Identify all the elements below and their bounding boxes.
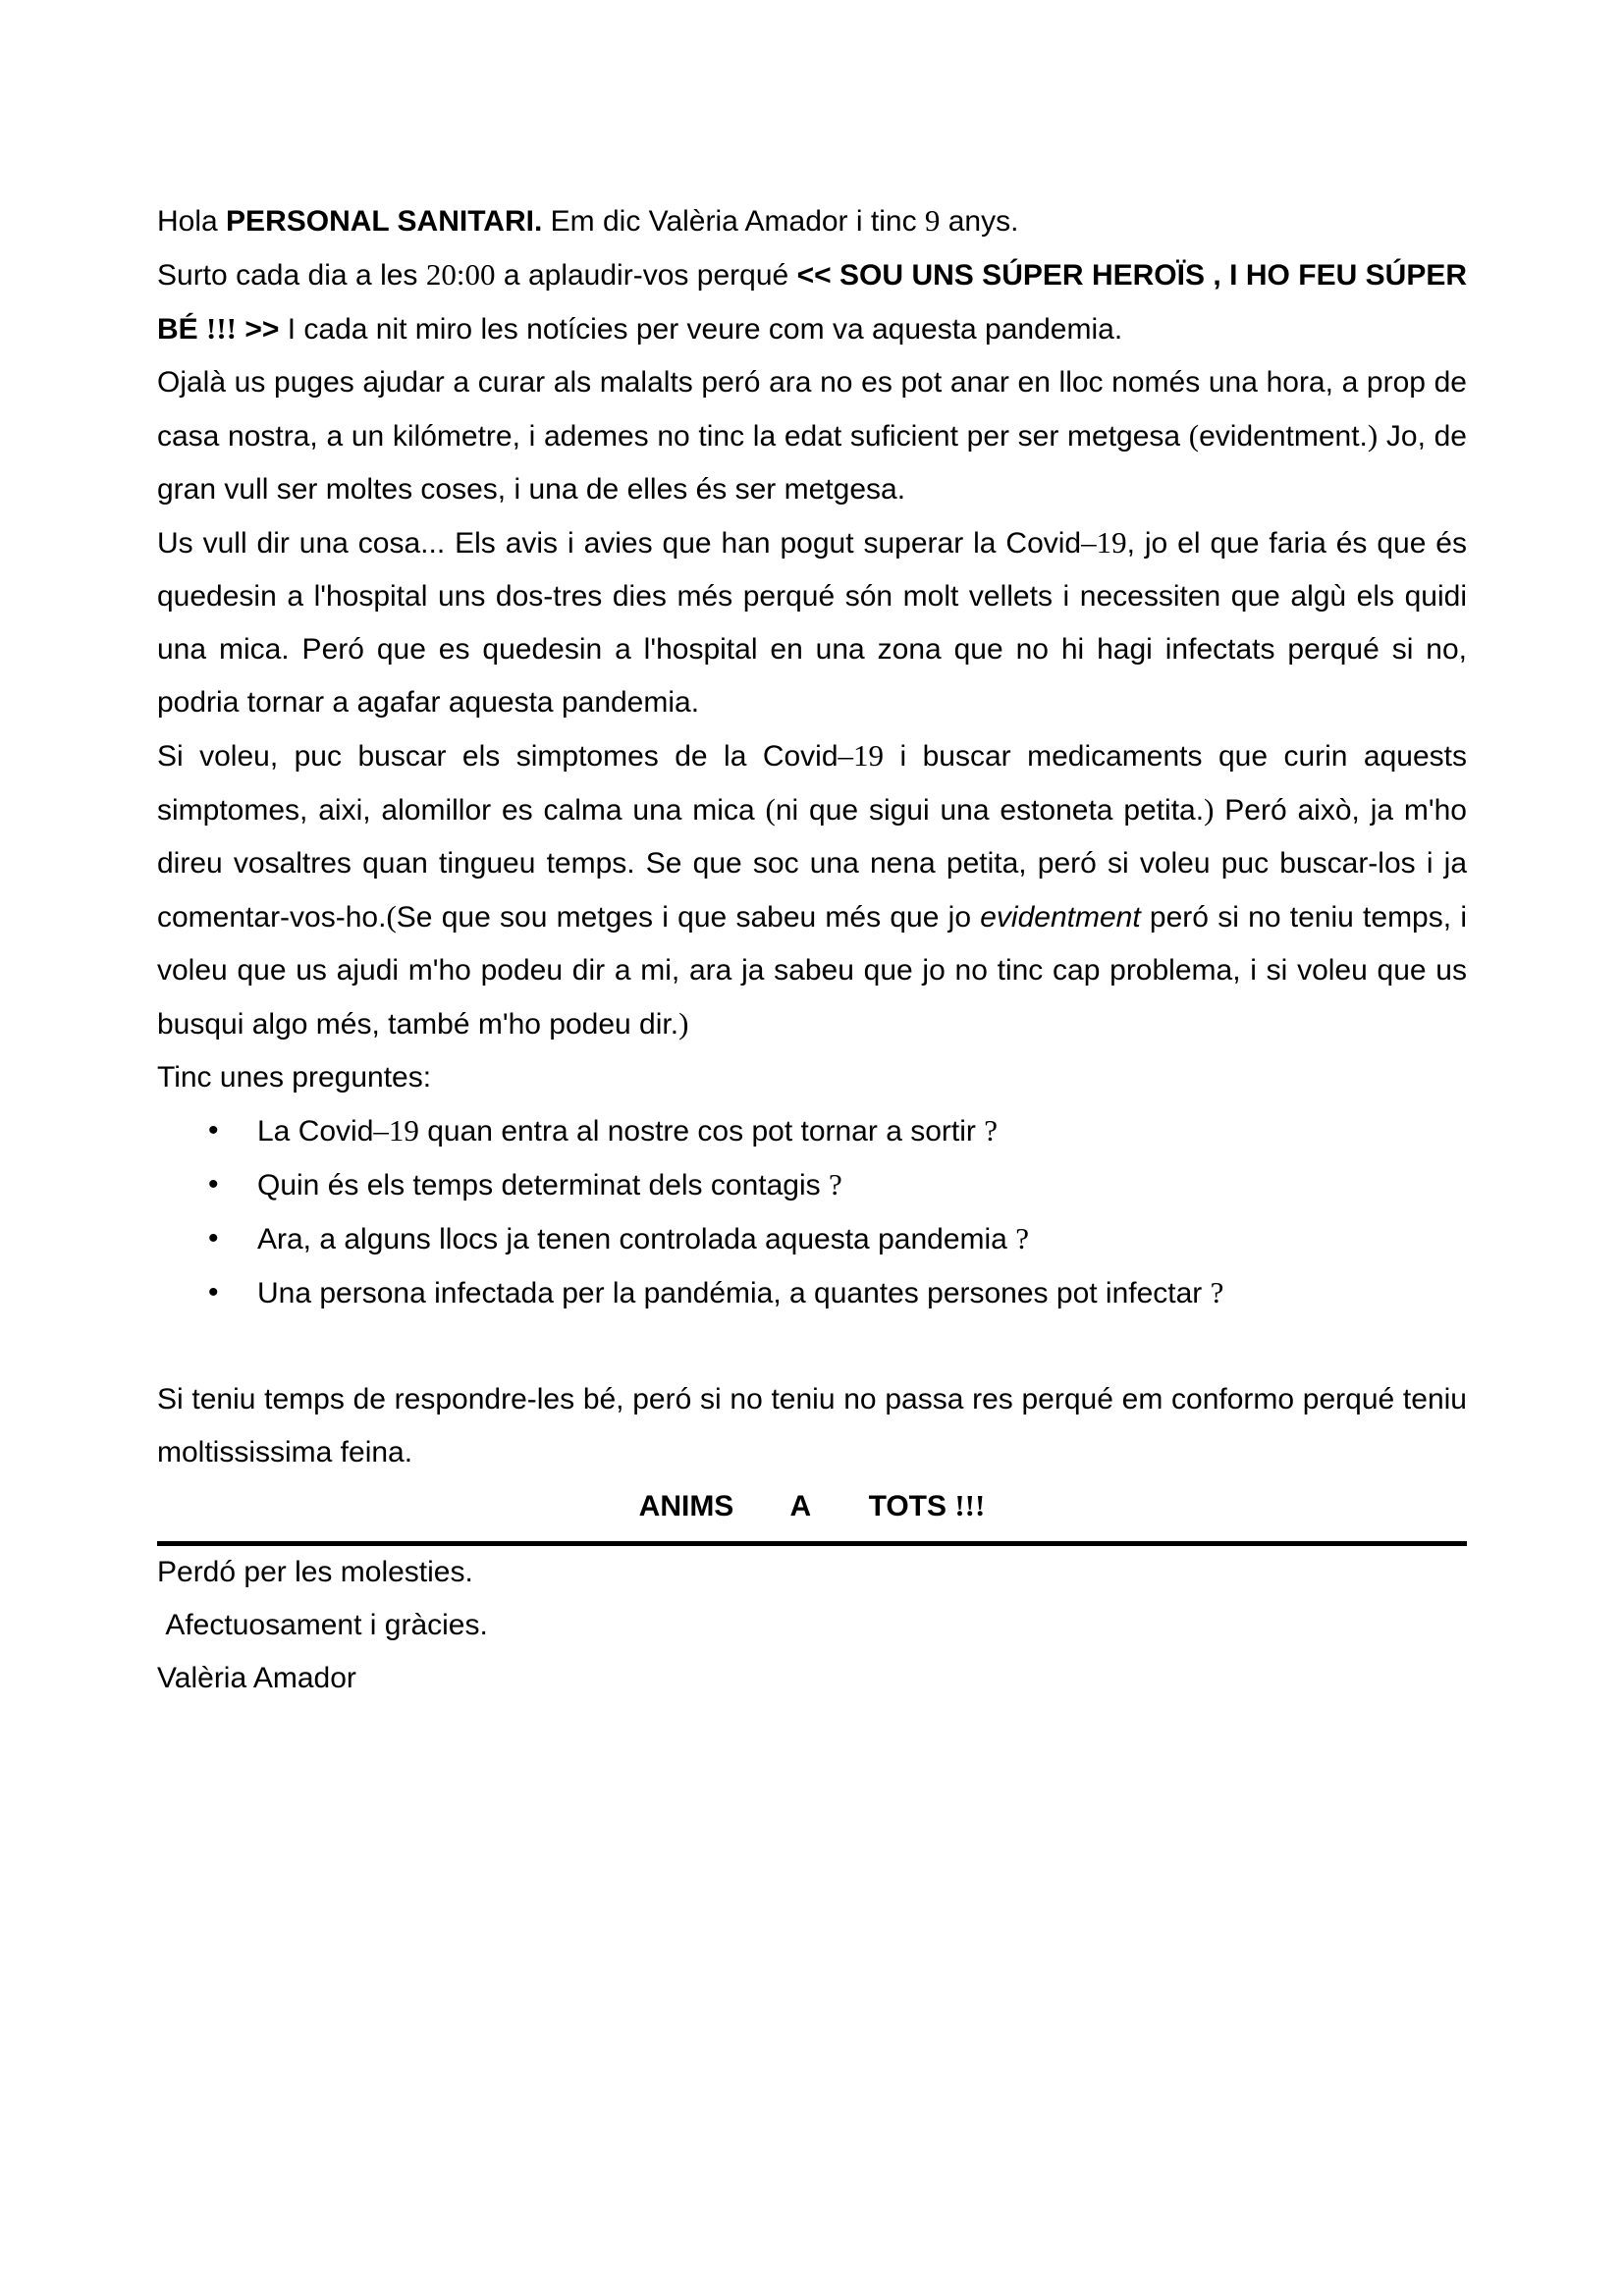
intro (157, 248, 1467, 356)
text-run: a aplaudir-vos perqué (495, 259, 797, 292)
text-run: !!! (206, 311, 237, 346)
text-run: ? (1015, 1221, 1029, 1255)
advice (157, 516, 1467, 729)
text-run: –19 (838, 738, 885, 773)
text-run: La Covid (257, 1115, 374, 1148)
apology (157, 1546, 1467, 1599)
closing-heading (157, 1479, 1467, 1546)
questions-intro (157, 1051, 1467, 1104)
question-item (257, 1212, 1467, 1266)
text-run: evidentment. (1199, 420, 1368, 453)
text-run: ? (828, 1167, 842, 1201)
text-run: PERSONAL SANITARI. (226, 205, 543, 238)
greeting (157, 194, 1467, 248)
text-run: Perdó per les molesties. (157, 1556, 473, 1588)
text-run: Peró això, ja m'ho direu vosaltres quan tingueu temps. Se que soc una nena petita, peró si voleu puc buscar-los i ja comentar-vos-ho. (157, 794, 1467, 934)
farewell (157, 1599, 1467, 1652)
text-run: Se que sou metges i que sabeu més que jo (396, 901, 981, 934)
text-run: –19 (1081, 525, 1127, 560)
text-run: I cada nit miro les notícies per veure com va aquesta pandemia. (279, 313, 1123, 346)
wish (157, 356, 1467, 516)
text-run: ( (765, 792, 776, 827)
text-run: Hola (157, 205, 227, 238)
signature (157, 1652, 1467, 1705)
text-run: –19 (373, 1113, 419, 1148)
text-run: Quin és els temps determinat dels contagis (257, 1169, 829, 1201)
text-run: ) (678, 1006, 689, 1041)
question-item (257, 1266, 1467, 1320)
text-run: Una persona infectada per la pandémia, a quantes persones pot infectar (257, 1277, 1211, 1309)
questions-list (157, 1104, 1467, 1320)
text-run: Si teniu temps de respondre-les bé, peró si no teniu no passa res perqué em conformo perqué teniu moltississima feina. (157, 1383, 1467, 1468)
text-run: ? (984, 1113, 998, 1148)
text-run: Si voleu, puc buscar els simptomes de la Covid (157, 740, 839, 773)
text-run: Em dic Valèria Amador i tinc (542, 205, 925, 238)
text-run: ) (1367, 418, 1379, 453)
text-run: ) (1204, 792, 1215, 827)
text-run: Surto cada dia a les (157, 259, 426, 292)
text-run: !!! (954, 1488, 986, 1522)
offer (157, 729, 1467, 1051)
text-run: Tinc unes preguntes: (157, 1061, 432, 1094)
text-run: Afectuosament i gràcies. (157, 1609, 488, 1641)
text-run: ( (386, 899, 397, 934)
text-run: i buscar medicaments que curin aquests simptomes, aixi, alomillor es calma una mica (157, 740, 1468, 827)
text-run: ( (1188, 418, 1200, 453)
text-run: ? (1210, 1275, 1224, 1309)
text-run: quan entra al nostre cos pot tornar a sortir (418, 1115, 985, 1148)
understanding (157, 1373, 1467, 1479)
text-run: Us vull dir una cosa... Els avis i avies que han pogut superar la Covid (157, 527, 1082, 560)
text-run: ni que sigui una estoneta petita. (775, 794, 1205, 827)
question-item (257, 1104, 1467, 1158)
text-run: 20:00 (425, 257, 496, 292)
text-run: Ara, a alguns llocs ja tenen controlada aquesta pandemia (257, 1223, 1016, 1255)
question-item (257, 1158, 1467, 1212)
text-run: peró si no teniu temps, i voleu que us ajudi m'ho podeu dir a mi, ara ja sabeu que jo no tinc cap problema, i si voleu que us busqui algo més, també m'ho podeu dir. (157, 901, 1467, 1041)
text-run: Ojalà us puges ajudar a curar als malalts peró ara no es pot anar en lloc només una hora, a prop de casa nostra, a un kilómetre, i ademes no tinc la edat suficient per ser metgesa (157, 366, 1467, 453)
text-run: evidentment (980, 901, 1141, 934)
text-run: << SOU UNS SÚPER HEROÏS , I HO FEU SÚPER BÉ (157, 259, 1467, 346)
text-run: , jo el que faria és que és quedesin a l'hospital uns dos-tres dies més perqué són molt vellets i necessiten que algù els quidi una mica. Peró que es quedesin a l'hospital en una zona que no hi hagi infectats perqué si no, podria tornar a agafar aquesta pandemia. (157, 527, 1467, 719)
text-run: ANIMS A TOTS (638, 1490, 955, 1522)
text-run: >> (237, 313, 280, 346)
text-run: Valèria Amador (157, 1662, 356, 1694)
text-run: Jo, de gran vull ser moltes coses, i una de elles és ser metgesa. (157, 420, 1467, 506)
text-run: anys. (940, 205, 1019, 238)
text-run: 9 (924, 203, 941, 238)
